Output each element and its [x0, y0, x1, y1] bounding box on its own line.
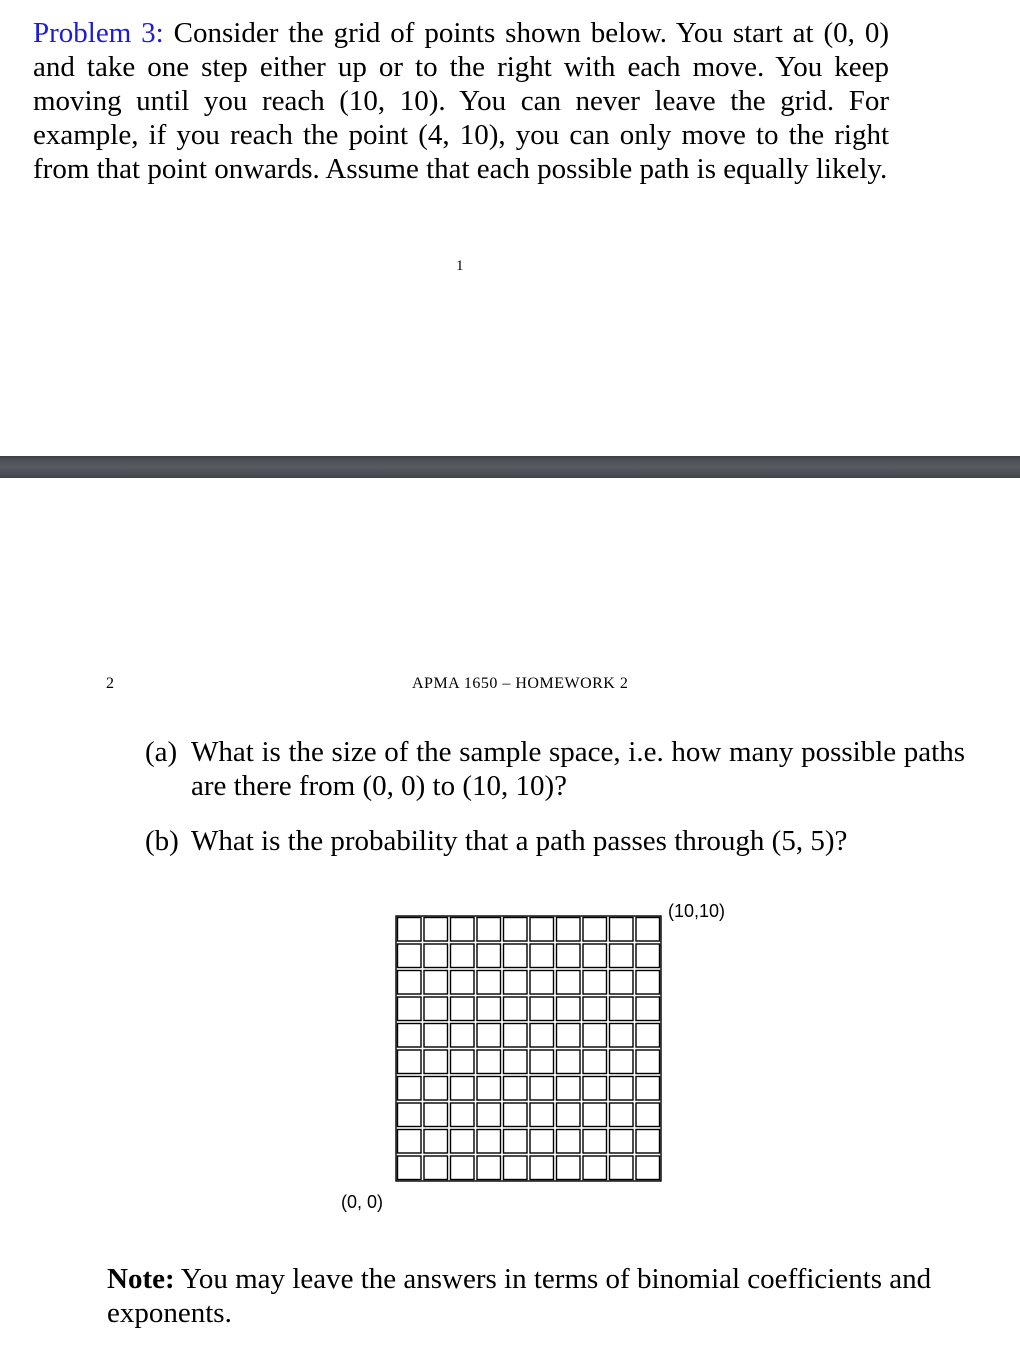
grid-cell: [583, 971, 607, 995]
grid-cell: [451, 1156, 475, 1180]
grid-cell: [424, 971, 448, 995]
grid-cell: [583, 1077, 607, 1101]
grid-cell: [477, 1077, 501, 1101]
grid-cell: [451, 944, 475, 968]
page-separator: [0, 456, 1020, 478]
grid-cell: [477, 997, 501, 1021]
page-1-fragment: [0, 0, 1020, 456]
grid-cell: [610, 997, 634, 1021]
note-label: Note:: [107, 1263, 175, 1295]
grid-cell: [451, 1050, 475, 1074]
grid-cell: [636, 1050, 660, 1074]
grid-cell: [557, 944, 581, 968]
question-b: [145, 824, 965, 858]
grid-cell: [477, 1130, 501, 1154]
grid-cell: [610, 1156, 634, 1180]
grid-cell: [398, 971, 422, 995]
grid-cell: [530, 944, 554, 968]
grid-cell: [504, 1156, 528, 1180]
grid-cell: [610, 1103, 634, 1127]
grid-cell: [530, 997, 554, 1021]
grid-cell: [451, 1024, 475, 1048]
cropped-text-line: [36, 0, 886, 4]
grid-cell: [610, 1024, 634, 1048]
grid-cell: [398, 1050, 422, 1074]
grid-cell: [504, 1050, 528, 1074]
grid-cell: [477, 918, 501, 942]
grid-cell: [504, 1024, 528, 1048]
grid-cell: [530, 971, 554, 995]
grid-cell: [610, 971, 634, 995]
problem-body: Consider the grid of points shown below. You start at (0, 0) and take one step either up or to the right with each move. You keep moving until you reach (10, 10). You can never leave the grid. For example, if you reach the point (4, 10), you can only move to the right from that point onwards. Assume that each possible path is equally likely.: [33, 17, 889, 185]
grid-label-bottom-left: (0, 0): [341, 1192, 384, 1212]
grid-cell: [451, 1103, 475, 1127]
page-number: 1: [456, 258, 464, 274]
grid-cell: [610, 1130, 634, 1154]
grid-cell: [477, 1050, 501, 1074]
grid-cell: [424, 918, 448, 942]
grid-cell: [583, 918, 607, 942]
grid-label-top-right: (10,10): [668, 901, 726, 921]
grid-cell: [636, 1103, 660, 1127]
running-header-title: APMA 1650 – HOMEWORK 2: [412, 675, 629, 692]
grid-cell: [530, 1077, 554, 1101]
grid-cell: [398, 1130, 422, 1154]
grid-cell: [477, 1103, 501, 1127]
grid-cell: [530, 1103, 554, 1127]
lattice-grid-figure: [395, 915, 662, 1182]
grid-cell: [583, 997, 607, 1021]
question-b-text: What is the probability that a path passes through (5, 5)?: [191, 825, 848, 857]
grid-cell: [398, 944, 422, 968]
grid-cell: [451, 971, 475, 995]
grid-cell: [557, 1050, 581, 1074]
grid-cell: [583, 1050, 607, 1074]
grid-cell: [398, 1024, 422, 1048]
grid-cell: [477, 944, 501, 968]
grid-cell: [530, 918, 554, 942]
note-text: You may leave the answers in terms of binomial coefficients and exponents.: [107, 1263, 932, 1329]
grid-cell: [636, 1130, 660, 1154]
grid-cell: [398, 1156, 422, 1180]
grid-cell: [530, 1156, 554, 1180]
grid-cell: [583, 1103, 607, 1127]
grid-cell: [636, 944, 660, 968]
grid-cell: [610, 1077, 634, 1101]
grid-cell: [530, 1024, 554, 1048]
grid-cell: [424, 1050, 448, 1074]
grid-cell: [424, 1103, 448, 1127]
question-a-label: (a): [145, 736, 178, 768]
grid-cell: [636, 971, 660, 995]
grid-cell: [398, 1077, 422, 1101]
problem-label: Problem 3:: [33, 17, 164, 49]
grid-cell: [424, 1156, 448, 1180]
page-number: 2: [106, 675, 114, 692]
grid-cell: [636, 1156, 660, 1180]
grid-cell: [424, 1130, 448, 1154]
grid-cell: [610, 944, 634, 968]
grid-cell: [504, 918, 528, 942]
grid-cell: [424, 944, 448, 968]
grid-cell: [636, 1077, 660, 1101]
grid-cell: [636, 997, 660, 1021]
grid-cell: [504, 997, 528, 1021]
grid-cell: [636, 918, 660, 942]
grid-cell: [477, 1156, 501, 1180]
grid-cell: [557, 1024, 581, 1048]
grid-cell: [424, 997, 448, 1021]
grid-cell: [583, 1130, 607, 1154]
grid-cell: [583, 944, 607, 968]
grid-cell: [530, 1130, 554, 1154]
problem-statement: [33, 16, 889, 186]
grid-cell: [504, 944, 528, 968]
grid-cell: [557, 971, 581, 995]
grid-cell: [557, 997, 581, 1021]
grid-cell: [557, 1103, 581, 1127]
grid-cell: [557, 1130, 581, 1154]
grid-cell: [477, 1024, 501, 1048]
grid-cell: [424, 1077, 448, 1101]
grid-cell: [504, 1103, 528, 1127]
grid-cell: [557, 918, 581, 942]
grid-cell: [610, 918, 634, 942]
grid-border: [396, 916, 661, 1181]
grid-cell: [504, 971, 528, 995]
question-b-label: (b): [145, 825, 179, 857]
grid-cell: [557, 1156, 581, 1180]
grid-cell: [504, 1077, 528, 1101]
question-a: [145, 735, 965, 803]
grid-cell: [451, 1077, 475, 1101]
grid-cell: [451, 997, 475, 1021]
grid-cell: [530, 1050, 554, 1074]
grid-cell: [636, 1024, 660, 1048]
grid-cell: [477, 971, 501, 995]
grid-cell: [451, 1130, 475, 1154]
grid-cell: [451, 918, 475, 942]
grid-cell: [398, 918, 422, 942]
question-a-text: What is the size of the sample space, i.e. how many possible paths are there from (0, 0) to (10, 10)?: [191, 736, 965, 802]
grid-cell: [610, 1050, 634, 1074]
note: [107, 1262, 967, 1330]
grid-cell: [583, 1156, 607, 1180]
grid-cell: [424, 1024, 448, 1048]
grid-cell: [398, 1103, 422, 1127]
grid-cell: [398, 997, 422, 1021]
grid-cell: [583, 1024, 607, 1048]
grid-cell: [504, 1130, 528, 1154]
grid-cell: [557, 1077, 581, 1101]
